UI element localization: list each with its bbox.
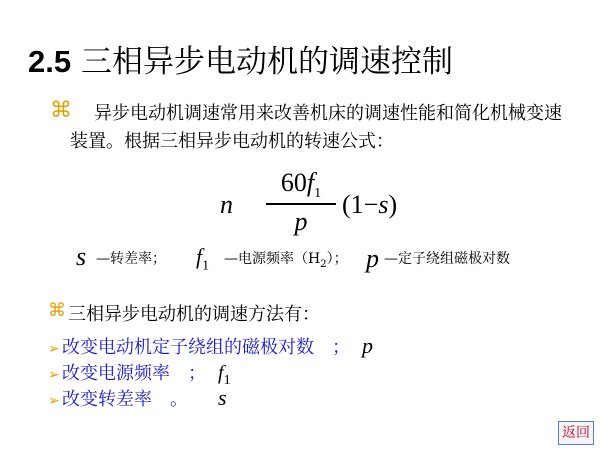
- formula-denominator: p: [294, 207, 308, 236]
- formula-numerator-sub: 1: [314, 186, 322, 202]
- formula-fraction: [266, 168, 336, 237]
- def-text-s: —转差率；: [96, 251, 166, 267]
- list-item: [48, 333, 373, 359]
- formula-numerator-var: f: [306, 168, 315, 197]
- formula-numerator: [266, 168, 336, 202]
- intro-text: 异步电动机调速常用来改善机床的调速性能和简化机械变速装置。根据三相异步电动机的转速公式：: [70, 103, 562, 152]
- list-item: [48, 385, 373, 411]
- method-text: 改变电源频率 ；: [62, 363, 206, 384]
- def-symbol-p: p: [366, 244, 379, 273]
- command-key-bullet-icon: ⌘: [50, 98, 72, 123]
- intro-paragraph: [70, 100, 570, 156]
- method-text: 改变转差率 。: [62, 389, 188, 410]
- command-key-bullet-icon: ⌘: [48, 300, 66, 321]
- def-text-f: —电源频率$(H_2)$；: [224, 251, 348, 270]
- formula-tail: (1−s): [342, 190, 398, 219]
- formula-numerator-coef: 60: [280, 168, 307, 197]
- section-title: 三相异步电动机的调速控制: [80, 44, 453, 80]
- methods-list: [48, 333, 373, 411]
- fraction-bar: [266, 203, 336, 205]
- def-text-p: —定子绕组磁极对数: [384, 251, 510, 267]
- def-symbol-s: s: [76, 242, 87, 271]
- formula-lhs: n: [220, 190, 233, 219]
- def-symbol-f: $f_1$: [196, 244, 210, 274]
- arrow-bullet-icon: ➢: [48, 393, 60, 409]
- method-text: 改变电动机定子绕组的磁极对数 ；: [62, 337, 350, 358]
- symbol-definitions: [0, 242, 600, 272]
- arrow-bullet-icon: ➢: [48, 367, 60, 383]
- page-title: [28, 36, 453, 81]
- arrow-bullet-icon: ➢: [48, 341, 60, 357]
- list-item: [48, 359, 373, 388]
- method-symbol: p: [362, 333, 373, 358]
- method-symbol: $f_1$: [218, 362, 231, 388]
- back-button[interactable]: 返回: [558, 421, 594, 445]
- method-symbol: s: [218, 385, 227, 410]
- section-number: 2.5: [28, 44, 72, 79]
- methods-heading: 三相异步电动机的调速方法有：: [68, 304, 320, 325]
